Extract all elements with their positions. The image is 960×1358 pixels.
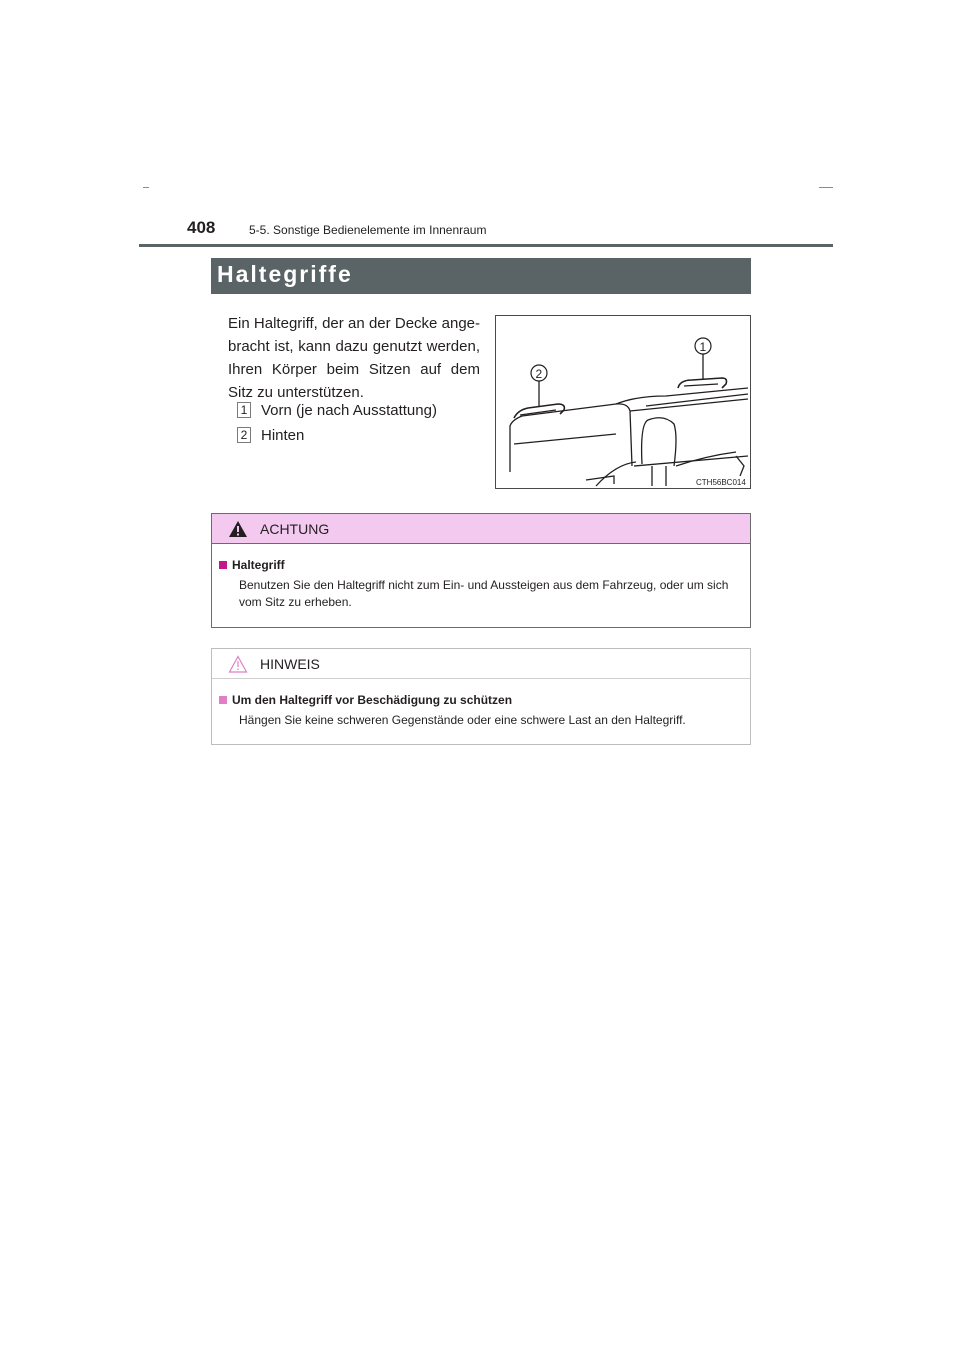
bullet-square-icon [219,561,227,569]
notice-subheading: Um den Haltegriff vor Beschädigung zu schützen [232,693,513,707]
warning-text: Benutzen Sie den Haltegriff nicht zum Ein- und Aussteigen aus dem Fahrzeug, oder um sich vom Sitz zu erheben. [239,578,729,609]
intro-paragraph: Ein Haltegriff, der an der Decke ange- bracht ist, kann dazu genutzt werden, Ihren Körper beim Sitzen auf dem Sitz zu unterstützen. [228,315,480,401]
crop-mark-left [143,187,149,188]
warning-header [212,514,750,544]
callout-2: 2 [535,367,543,381]
callout-1: 1 [699,340,707,354]
legend-item-rear [237,425,304,445]
car-interior-drawing [496,316,750,488]
bullet-square-icon [219,696,227,704]
warning-subheading: Haltegriff [232,558,285,572]
figure-code: CTH56BC014 [696,478,746,487]
notice-box [211,648,751,745]
warning-title: ACHTUNG [260,520,330,537]
notice-subheading-row [219,693,750,707]
notice-text: Hängen Sie keine schweren Gegenstände oder eine schwere Last an den Haltegriff. [239,713,686,727]
warning-body [212,544,750,611]
legend-number: 1 [237,402,251,418]
notice-title: HINWEIS [260,655,320,672]
crop-mark-right [819,187,833,188]
legend-label: Hinten [261,426,305,444]
heading-bar [211,258,751,294]
warning-triangle-icon [228,520,248,538]
legend-label: Vorn (je nach Ausstattung) [261,401,437,419]
assist-grip-illustration [495,315,751,489]
notice-body [212,679,750,729]
header-rule [139,244,833,247]
legend-number: 2 [237,427,251,443]
warning-box [211,513,751,628]
section-title: 5-5. Sonstige Bedienelemente im Innenraum [249,223,487,237]
notice-triangle-icon [228,655,248,673]
notice-header [212,649,750,679]
page-heading: Haltegriffe [217,261,353,287]
page-number: 408 [187,218,216,237]
warning-subheading-row [219,558,750,572]
legend-item-front [237,400,437,420]
